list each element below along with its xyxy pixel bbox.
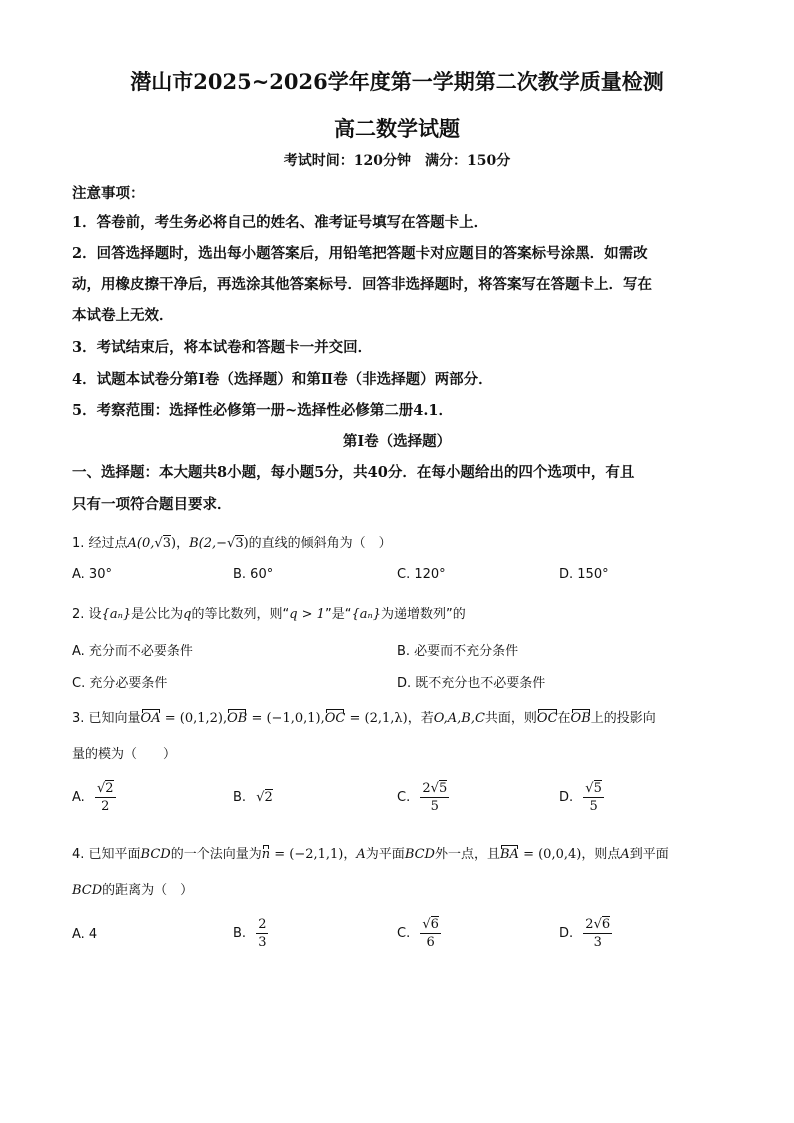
fraction: $\frac{2√5}{5}$: [422, 781, 448, 814]
q2-option-a[interactable]: A. 充分而不必要条件: [72, 644, 193, 659]
note-line: 4．试题本试卷分第Ⅰ卷（选择题）和第Ⅱ卷（非选择题）两部分．: [72, 371, 493, 388]
question-4: 4. 已知平面BCD的一个法向量为n = (−2,1,1)，A为平面BCD外一点，且BA = (0,0,4)，则点A到平面: [72, 847, 669, 862]
exam-subtitle: 高二数学试题: [334, 116, 460, 141]
q2-option-c[interactable]: C. 充分必要条件: [72, 676, 168, 691]
question-4-continued: BCD的距离为（ ）: [72, 883, 194, 898]
question-1: 1. 经过点A(0,√3)，B(2,−√3)的直线的倾斜角为（ ）: [72, 536, 392, 551]
q1-option-a[interactable]: A. 30°: [72, 567, 112, 582]
q3-option-a[interactable]: A. $\frac{√2}{2}$: [72, 781, 114, 814]
exam-info: 考试时间：120分钟 满分：150分: [283, 153, 511, 169]
q4-option-b[interactable]: B. $\frac{2}{3}$: [233, 917, 267, 950]
note-line: 1．答卷前，考生务必将自己的姓名、准考证号填写在答题卡上．: [72, 214, 489, 231]
q3-option-d[interactable]: D. $\frac{√5}{5}$: [559, 781, 602, 814]
q3-option-b[interactable]: B. √2: [233, 790, 273, 805]
fraction: $\frac{√6}{6}$: [422, 917, 439, 950]
note-line: 2．回答选择题时，选出每小题答案后，用铅笔把答题卡对应题目的答案标号涂黑．如需改: [72, 245, 648, 262]
note-line: 动，用橡皮擦干净后，再选涂其他答案标号．回答非选择题时，将答案写在答题卡上．写在: [72, 276, 652, 293]
note-line: 5．考察范围：选择性必修第一册~选择性必修第二册4.1．: [72, 402, 453, 419]
notes-heading: 注意事项：: [72, 185, 145, 202]
exam-title: 潜山市2025~2026学年度第一学期第二次教学质量检测: [130, 69, 664, 94]
q1-option-c[interactable]: C. 120°: [397, 567, 446, 582]
q3-option-c[interactable]: C. $\frac{2√5}{5}$: [397, 781, 448, 814]
section-instruction: 只有一项符合题目要求．: [72, 496, 232, 513]
q4-option-c[interactable]: C. $\frac{√6}{6}$: [397, 917, 439, 950]
question-3-continued: 量的模为（ ）: [72, 747, 177, 762]
fraction: $\frac{2}{3}$: [258, 917, 267, 950]
section-title: 第Ⅰ卷（选择题）: [342, 433, 452, 450]
q4-option-a[interactable]: A. 4: [72, 927, 98, 942]
section-instruction: 一、选择题：本大题共8小题，每小题5分，共40分．在每小题给出的四个选项中，有且: [72, 464, 635, 481]
q1-option-b[interactable]: B. 60°: [233, 567, 274, 582]
fraction: $\frac{2√6}{3}$: [585, 917, 611, 950]
q4-option-d[interactable]: D. $\frac{2√6}{3}$: [559, 917, 611, 950]
question-2: 2. 设{aₙ}是公比为q的等比数列，则“q > 1”是“{aₙ}为递增数列”的: [72, 607, 466, 622]
q2-option-d[interactable]: D. 既不充分也不必要条件: [397, 676, 546, 691]
q2-option-b[interactable]: B. 必要而不充分条件: [397, 644, 519, 659]
question-3: 3. 已知向量OA = (0,1,2),OB = (−1,0,1),OC = (2,1,λ)，若O,A,B,C共面，则OC在OB上的投影向: [72, 711, 656, 726]
q1-option-d[interactable]: D. 150°: [559, 567, 609, 582]
note-line: 本试卷上无效．: [72, 307, 174, 324]
note-line: 3．考试结束后，将本试卷和答题卡一并交回．: [72, 339, 373, 356]
fraction: $\frac{√2}{2}$: [96, 781, 114, 814]
fraction: $\frac{√5}{5}$: [585, 781, 602, 814]
